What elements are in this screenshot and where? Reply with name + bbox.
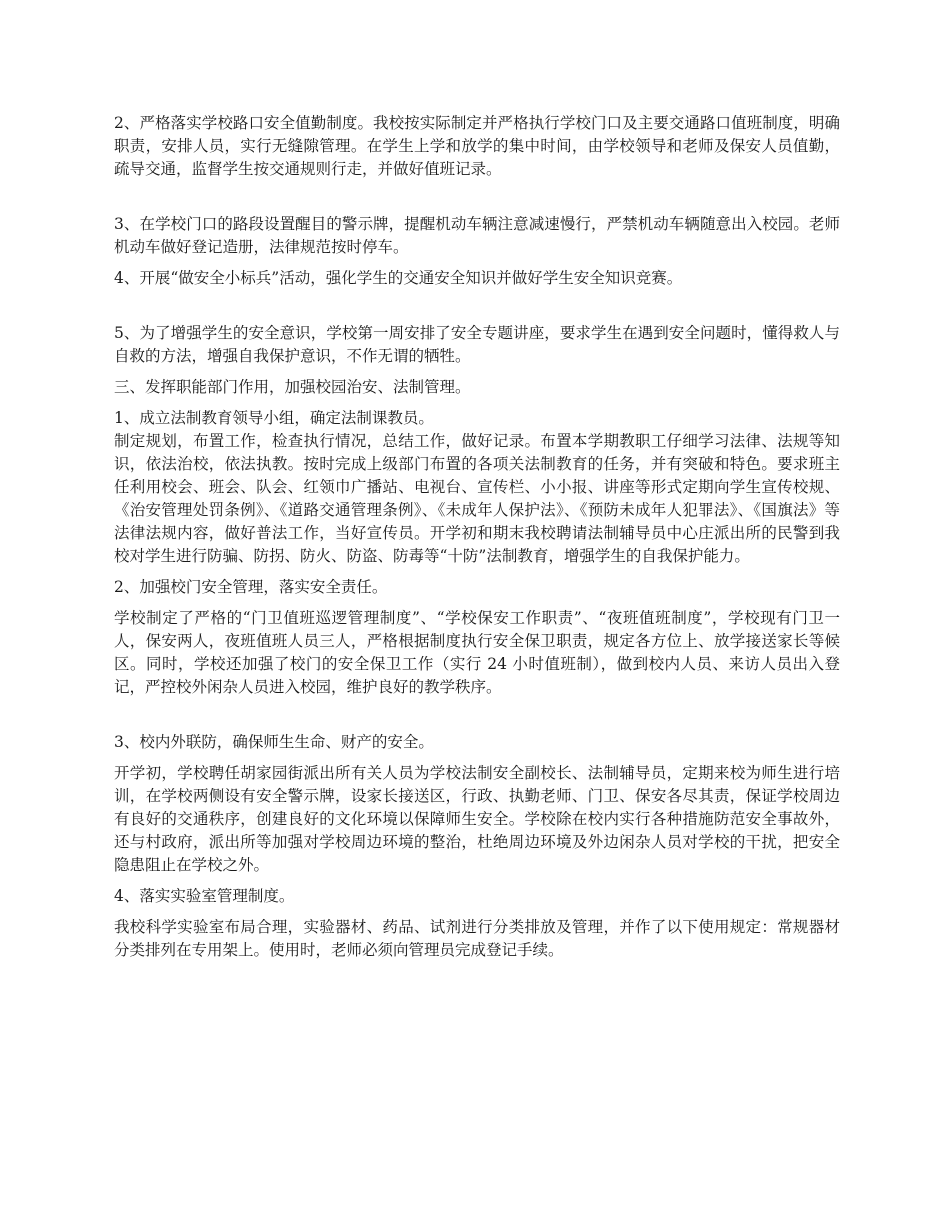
paragraph-safety-lecture: 5、为了增强学生的安全意识，学校第一周安排了安全专题讲座，要求学生在遇到安全问题时，懂得救人与自救的方法，增强自我保护意识，不作无谓的牺牲。 xyxy=(114,324,840,365)
paragraph-safety-activity: 4、开展“做安全小标兵”活动，强化学生的交通安全知识并做好学生安全知识竞赛。 xyxy=(114,269,683,287)
subheading-joint-defense: 3、校内外联防，确保师生生命、财产的安全。 xyxy=(114,733,434,751)
paragraph-lab-management: 我校科学实验室布局合理，实验器材、药品、试剂进行分类排放及管理，并作了以下使用规定：常规器材分类排列在专用架上。使用时，老师必须向管理员完成登记手续。 xyxy=(114,918,840,959)
paragraph-legal-education: 制定规划，布置工作，检查执行情况，总结工作，做好记录。布置本学期教职工仔细学习法律、法规等知识，依法治校，依法执教。按时完成上级部门布置的各项关法制教育的任务，并有突破和特色。要求班主任利用校会、班会、队会、红领巾广播站、电视台、宣传栏、小小报、讲座等形式定期向学生宣传校规、《治安管理处罚条例》、《道路交通管理条例》、《未成年人保护法》、《预防未成年人犯罪法》、《国旗法》等法律法规内容，做好普法工作，当好宣传员。开学初和期末我校聘请法制辅导员中心庄派出所的民警到我校对学生进行防骗、防拐、防火、防盗、防毒等“十防”法制教育，增强学生的自我保护能力。 xyxy=(114,432,840,565)
paragraph-warning-signs: 3、在学校门口的路段设置醒目的警示牌，提醒机动车辆注意减速慢行，严禁机动车辆随意出入校园。老师机动车做好登记造册，法律规范按时停车。 xyxy=(114,215,840,256)
subheading-legal-group: 1、成立法制教育领导小组，确定法制课教员。 xyxy=(114,409,434,427)
paragraph-gate-management: 学校制定了严格的“门卫值班巡逻管理制度”、“学校保安工作职责”、“夜班值班制度”，学校现有门卫一人，保安两人，夜班值班人员三人，严格根据制度执行安全保卫职责，规定各方位上、放学接送家长等候区。同时，学校还加强了校门的安全保卫工作（实行 24 小时值班制），做到校内人员、来访人员出入登记，严控校外闲杂人员进入校园，维护良好的教学秩序。 xyxy=(114,609,840,696)
subheading-gate-management: 2、加强校门安全管理，落实安全责任。 xyxy=(114,578,388,596)
paragraph-joint-defense: 开学初，学校聘任胡家园街派出所有关人员为学校法制安全副校长、法制辅导员，定期来校为师生进行培训，在学校两侧设有安全警示牌，设家长接送区，行政、执勤老师、门卫、保安各尽其责，保证学校周边有良好的交通秩序，创建良好的文化环境以保障师生安全。学校除在校内实行各种措施防范安全事故外，还与村政府，派出所等加强对学校周边环境的整治，杜绝周边环境及外边闲杂人员对学校的干扰，把安全隐患阻止在学校之外。 xyxy=(114,764,840,874)
subheading-lab-management: 4、落实实验室管理制度。 xyxy=(114,887,295,905)
document-body xyxy=(114,112,840,970)
paragraph-crossing-duty: 2、严格落实学校路口安全值勤制度。我校按实际制定并严格执行学校门口及主要交通路口值班制度，明确职责，安排人员，实行无缝隙管理。在学生上学和放学的集中时间，由学校领导和老师及保安人员值勤，疏导交通，监督学生按交通规则行走，并做好值班记录。 xyxy=(114,114,840,178)
section-heading-three: 三、发挥职能部门作用，加强校园治安、法制管理。 xyxy=(114,378,471,396)
